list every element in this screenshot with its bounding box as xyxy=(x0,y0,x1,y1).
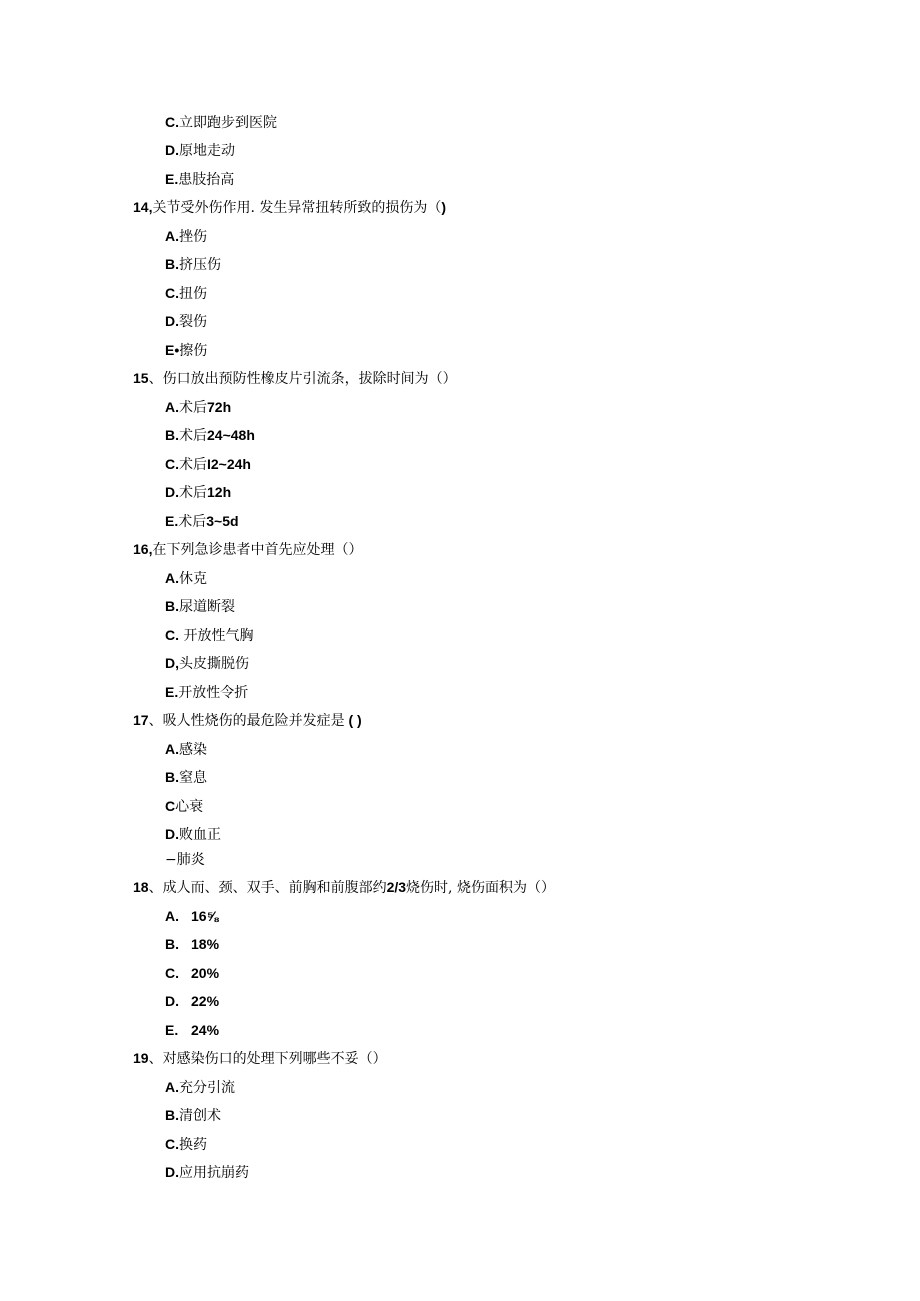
option-line xyxy=(165,112,277,133)
option-line xyxy=(165,425,255,446)
option-label: B. xyxy=(165,598,179,614)
option-line xyxy=(165,906,218,927)
option-label: B. xyxy=(165,936,179,952)
question-text: 在下列急诊患者中首先应处理（） xyxy=(152,542,363,558)
question-number: 16, xyxy=(133,541,153,557)
option-label: A. xyxy=(165,570,179,586)
option-line xyxy=(165,596,235,617)
option-label: B. xyxy=(165,769,179,785)
option-label: C xyxy=(165,798,176,814)
option-label: C. xyxy=(165,285,179,301)
option-label: A. xyxy=(165,1079,179,1095)
option-text: 20% xyxy=(191,965,220,981)
question-17 xyxy=(133,710,362,731)
option-label: E• xyxy=(165,342,180,358)
option-line xyxy=(165,568,207,589)
option-line xyxy=(165,767,207,788)
option-text: 败血正 xyxy=(179,827,221,843)
option-label: A. xyxy=(165,399,179,415)
option-label: D. xyxy=(165,993,179,1009)
option-text: 充分引流 xyxy=(179,1080,235,1096)
question-text: 关节受外伤作用. 发生异常扭转所致的损伤为（ xyxy=(152,200,442,216)
question-number: 14, xyxy=(133,199,153,215)
option-text: 术后 xyxy=(179,457,207,473)
question-number: 17 xyxy=(133,712,149,728)
option-text: 应用抗崩药 xyxy=(179,1165,249,1181)
option-line xyxy=(165,140,235,161)
option-line xyxy=(165,934,219,955)
option-line xyxy=(165,340,207,361)
option-text: 16⅝ xyxy=(191,908,219,924)
option-line xyxy=(165,1134,207,1155)
option-line xyxy=(165,454,251,475)
option-line xyxy=(165,824,221,845)
option-text: 扭伤 xyxy=(179,286,207,302)
option-text: 尿道断裂 xyxy=(179,599,235,615)
question-number: 15 xyxy=(133,370,149,386)
question-text: 、伤口放出预防性橡皮片引流条，拔除时间为（） xyxy=(148,371,457,387)
question-14 xyxy=(133,197,446,218)
option-label: C. xyxy=(165,627,179,643)
option-label: C. xyxy=(165,456,179,472)
option-line xyxy=(165,397,231,418)
option-text: 换药 xyxy=(179,1137,207,1153)
option-text: 22% xyxy=(191,993,220,1009)
option-text: 原地走动 xyxy=(179,143,235,159)
option-line xyxy=(165,254,221,275)
question-number: 18 xyxy=(133,879,149,895)
option-label: D. xyxy=(165,826,179,842)
option-line xyxy=(165,991,219,1012)
option-line xyxy=(165,482,231,503)
option-text: 清创术 xyxy=(179,1108,221,1124)
option-label: E. xyxy=(165,171,179,187)
option-label: D. xyxy=(165,1164,179,1180)
option-text: 挫伤 xyxy=(179,229,207,245)
option-text: 头皮撕脱伤 xyxy=(179,656,249,672)
option-text: 窒息 xyxy=(179,770,207,786)
option-text: 擦伤 xyxy=(179,343,208,359)
option-text: 24% xyxy=(191,1022,220,1038)
option-text: 术后 xyxy=(179,428,207,444)
option-label: D, xyxy=(165,655,179,671)
question-19 xyxy=(133,1048,387,1069)
option-label: A. xyxy=(165,741,179,757)
option-line xyxy=(165,169,234,190)
option-label: B. xyxy=(165,1107,179,1123)
option-label: B. xyxy=(165,427,179,443)
option-text: 18% xyxy=(191,936,220,952)
question-18 xyxy=(133,877,555,898)
option-line xyxy=(165,653,249,674)
option-label: D. xyxy=(165,313,179,329)
question-16 xyxy=(133,539,362,560)
option-line xyxy=(165,311,207,332)
option-text: 术后 xyxy=(179,485,207,501)
option-label: E. xyxy=(165,513,179,529)
option-line xyxy=(165,739,207,760)
question-text: 、成人而、颈、双手、前胸和前腹部约 xyxy=(148,880,387,896)
emphasis-text: 12h xyxy=(207,484,232,500)
emphasis-text: I2~24h xyxy=(207,456,251,472)
emphasis-text: ( ) xyxy=(344,712,362,728)
option-label: D. xyxy=(165,142,179,158)
option-text: 心衰 xyxy=(175,799,204,815)
option-label: A. xyxy=(165,908,179,924)
option-line xyxy=(165,511,239,532)
option-label: E. xyxy=(165,684,179,700)
option-line xyxy=(165,1077,235,1098)
emphasis-text: 2/3 xyxy=(386,879,407,895)
option-line xyxy=(165,850,205,870)
question-text-continued: 烧伤时, 烧伤面积为（） xyxy=(406,880,555,896)
option-line xyxy=(165,796,203,817)
option-text: 开放性气胸 xyxy=(179,628,254,644)
emphasis-text: ) xyxy=(441,199,447,215)
question-text: 、吸人性烧伤的最危险并发症是 xyxy=(148,713,345,729)
option-text: 挤压伤 xyxy=(179,257,221,273)
option-line xyxy=(165,625,253,646)
option-text: 术后 xyxy=(178,514,207,530)
option-text: 术后 xyxy=(179,400,207,416)
option-text: 立即跑步到医院 xyxy=(179,115,277,131)
option-text: 感染 xyxy=(179,742,207,758)
option-text: 患肢抬高 xyxy=(178,172,235,188)
option-label: C. xyxy=(165,965,179,981)
option-text: 裂伤 xyxy=(179,314,207,330)
option-line xyxy=(165,682,248,703)
emphasis-text: 24~48h xyxy=(207,427,255,443)
option-label: A. xyxy=(165,228,179,244)
question-15 xyxy=(133,368,457,389)
option-line xyxy=(165,1020,219,1041)
question-text: 、对感染伤口的处理下列哪些不妥（） xyxy=(148,1051,387,1067)
option-line xyxy=(165,1162,249,1183)
option-line xyxy=(165,1105,221,1126)
option-line xyxy=(165,226,207,247)
emphasis-text: 72h xyxy=(207,399,232,415)
option-label: D. xyxy=(165,484,179,500)
option-label: E. xyxy=(165,1022,179,1038)
option-text: −肺炎 xyxy=(165,852,205,868)
option-label: C. xyxy=(165,114,179,130)
emphasis-text: 3~5d xyxy=(206,513,239,529)
option-line xyxy=(165,283,207,304)
option-label: B. xyxy=(165,256,179,272)
question-number: 19 xyxy=(133,1050,149,1066)
option-label: C. xyxy=(165,1136,179,1152)
option-line xyxy=(165,963,219,984)
option-text: 休克 xyxy=(179,571,207,587)
option-text: 开放性令折 xyxy=(178,685,249,701)
